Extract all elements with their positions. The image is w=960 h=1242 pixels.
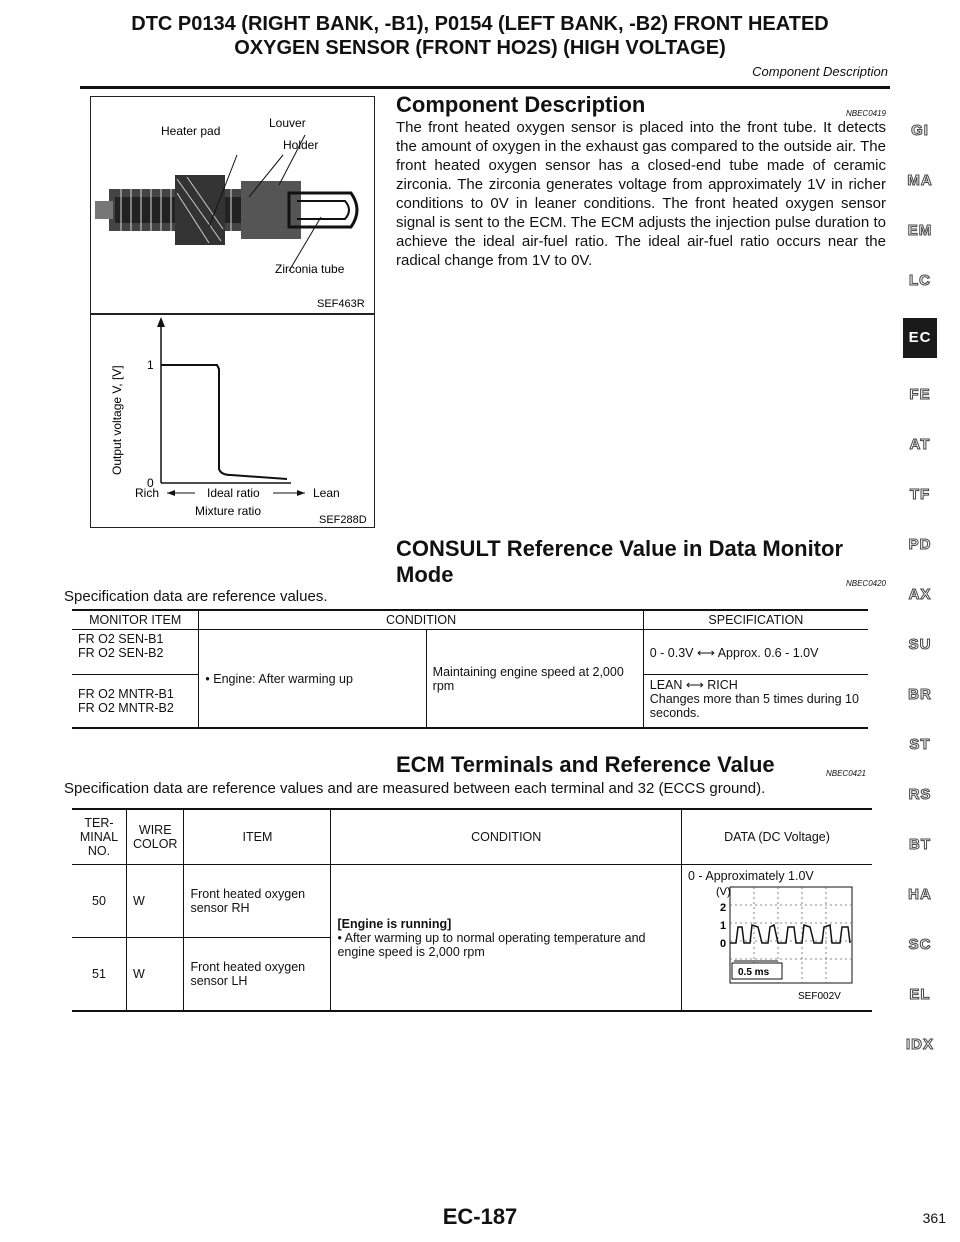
sidebar-tab-su[interactable]: SU: [908, 636, 932, 653]
ecm-condition: [331, 865, 682, 1012]
scope-timebase: 0.5 ms: [738, 967, 770, 978]
sidebar-tab-at[interactable]: AT: [909, 436, 931, 453]
scope-unit: (V): [716, 886, 731, 898]
consult-row1-items: FR O2 SEN-B1 FR O2 SEN-B2: [72, 630, 199, 675]
section-label: Component Description: [752, 64, 888, 79]
consult-ref: NBEC0420: [845, 579, 886, 588]
ecm-col-terminal: TER- MINAL NO.: [72, 809, 127, 865]
ecm-heading: ECM Terminals and Reference Value: [396, 752, 775, 777]
sidebar-tab-rs[interactable]: RS: [908, 786, 932, 803]
sidebar-tab-ha[interactable]: HA: [908, 886, 932, 903]
sidebar-tab-ax[interactable]: AX: [908, 586, 932, 603]
ecm-ref: NBEC0421: [825, 769, 866, 778]
consult-col-condition: CONDITION: [199, 610, 643, 630]
component-ref: NBEC0419: [845, 109, 886, 118]
ecm-condition-text: • After warming up to normal operating temperature and engine speed is 2,000 rpm: [337, 930, 646, 959]
ecm-col-item: ITEM: [184, 809, 331, 865]
holder-label: Holder: [283, 138, 319, 152]
graph-x-label: Mixture ratio: [195, 504, 262, 518]
sidebar-tab-ec[interactable]: EC: [903, 318, 937, 358]
graph-lean-label: Lean: [313, 486, 340, 500]
ecm-row1-terminal: 50: [72, 865, 127, 938]
ecm-data-text: 0 - Approximately 1.0V: [688, 869, 814, 883]
ecm-row2-terminal: 51: [72, 937, 127, 1011]
ecm-col-wire: WIRE COLOR: [127, 809, 184, 865]
sidebar-tab-lc[interactable]: LC: [909, 272, 931, 289]
header-rule: [80, 86, 890, 89]
sidebar-tab-pd[interactable]: PD: [908, 536, 932, 553]
ecm-condition-title: [Engine is running]: [337, 916, 452, 931]
scope-tick-0: 0: [720, 938, 727, 950]
sidebar-tab-gi[interactable]: GI: [911, 122, 929, 139]
sidebar-tab-el[interactable]: EL: [909, 986, 931, 1003]
scope-tick-1: 1: [720, 920, 727, 932]
sensor-illustration: [91, 97, 374, 313]
consult-spec1: 0 - 0.3V ⟷ Approx. 0.6 - 1.0V: [649, 645, 819, 660]
sidebar-tab-tf[interactable]: TF: [909, 486, 931, 503]
page-code: EC-187: [442, 1204, 518, 1229]
consult-row2-items: FR O2 MNTR-B1 FR O2 MNTR-B2: [72, 675, 199, 729]
section-sidebar: [896, 118, 944, 1082]
louver-label: Louver: [269, 116, 306, 130]
consult-col-spec: SPECIFICATION: [708, 613, 804, 627]
sidebar-tab-idx[interactable]: IDX: [905, 1036, 934, 1053]
graph-ideal-label: Ideal ratio: [207, 486, 260, 500]
ecm-data: [682, 865, 873, 1012]
sidebar-tab-br[interactable]: BR: [908, 686, 932, 703]
ecm-row1-item: Front heated oxygen sensor RH: [184, 865, 331, 938]
consult-col-monitor: MONITOR ITEM: [72, 610, 199, 630]
ecm-row1-wire: W: [127, 865, 184, 938]
sidebar-tab-em[interactable]: EM: [907, 222, 933, 239]
consult-heading-line1: CONSULT Reference Value in Data Monitor: [396, 536, 844, 561]
page-title-line2: OXYGEN SENSOR (FRONT HO2S) (HIGH VOLTAGE): [234, 37, 726, 59]
graph-code: SEF288D: [319, 514, 367, 526]
oscilloscope-waveform: [688, 883, 856, 1003]
ecm-spec-note: Specification data are reference values and are measured between each terminal and 32 (ECCS ground).: [64, 780, 766, 797]
sidebar-tab-st[interactable]: ST: [909, 736, 931, 753]
component-heading: Component Description: [396, 92, 646, 117]
consult-table: [72, 609, 868, 729]
graph-y-label: Output voltage V, [V]: [110, 365, 124, 475]
graph-tick-0: 0: [147, 476, 154, 490]
consult-spec2: LEAN ⟷ RICH Changes more than 5 times during 10 seconds.: [649, 678, 859, 720]
page-title: [60, 12, 900, 60]
sidebar-tab-ma[interactable]: MA: [907, 172, 933, 189]
component-description: [396, 92, 886, 270]
scope-code: SEF002V: [798, 991, 841, 1002]
figure-code: SEF463R: [317, 298, 365, 310]
ecm-row2-item: Front heated oxygen sensor LH: [184, 937, 331, 1011]
sidebar-tab-sc[interactable]: SC: [908, 936, 932, 953]
scope-tick-2: 2: [720, 902, 727, 914]
component-text: The front heated oxygen sensor is placed into the front tube. It detects the amount of oxygen in the exhaust gas compared to the outside air. The front heated oxygen sensor has a closed-end tube made of ceramic zirconia. The zirconia generates voltage from approximately 1V in richer conditions to 0V in leaner conditions. The front heated oxygen sensor signal is sent to the ECM. The ECM adjusts the injection pulse duration to achieve the ideal air-fuel ratio. The ideal air-fuel ratio occurs near the radical change from 1V to 0V.: [396, 119, 886, 269]
sensor-diagram: [90, 96, 375, 314]
page-number: 361: [922, 1210, 946, 1226]
ecm-heading-block: [396, 752, 866, 778]
consult-heading-block: [396, 536, 886, 588]
ecm-col-condition: CONDITION: [331, 809, 682, 865]
ecm-col-data: DATA (DC Voltage): [724, 830, 830, 844]
sidebar-tab-bt[interactable]: BT: [909, 836, 931, 853]
ecm-table: [72, 808, 872, 1012]
consult-heading-line2: Mode: [396, 562, 454, 587]
ecm-row2-wire: W: [127, 937, 184, 1011]
graph-tick-1: 1: [147, 358, 154, 372]
heater-pad-label: Heater pad: [161, 124, 221, 138]
consult-condition-b: Maintaining engine speed at 2,000 rpm: [426, 630, 643, 729]
consult-condition-a: • Engine: After warming up: [199, 630, 426, 729]
voltage-graph: [90, 314, 375, 528]
sidebar-tab-fe[interactable]: FE: [909, 386, 931, 403]
page-title-line1: DTC P0134 (RIGHT BANK, -B1), P0154 (LEFT BANK, -B2) FRONT HEATED: [131, 13, 829, 35]
consult-spec-note: Specification data are reference values.: [64, 588, 328, 605]
zirconia-tube-label: Zirconia tube: [275, 262, 345, 276]
voltage-graph-svg: [91, 315, 374, 527]
graph-rich-label: Rich: [135, 486, 160, 500]
